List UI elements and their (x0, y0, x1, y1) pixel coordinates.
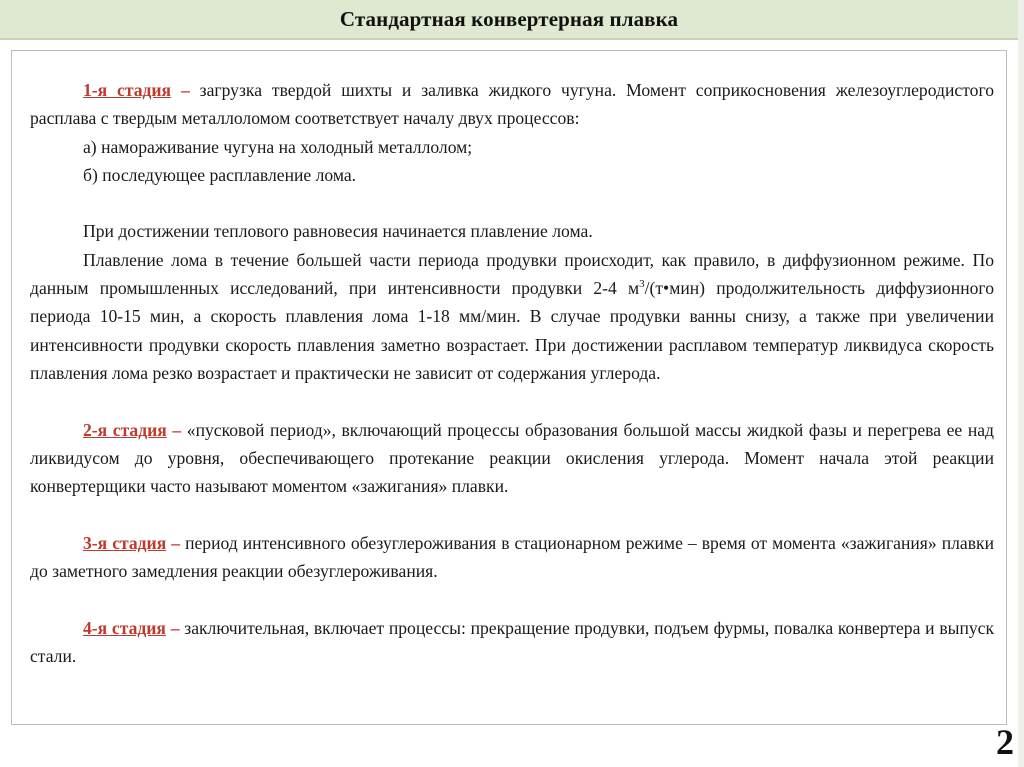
spacer (30, 189, 994, 217)
spacer (30, 500, 994, 528)
melting-superscript: 3 (639, 278, 645, 291)
stage1-item-a: а) намораживание чугуна на холодный металлолом; (83, 136, 473, 157)
stage2-text: «пусковой период», включающий процессы образования большой массы жидкой фазы и перегрева ее над ликвидусом до уровня, обеспечивающего протекание реакции окисления углерода. Момент начала этой реакции конвертерщики часто называют моментом «зажигания» плавки. (30, 419, 995, 497)
stage2-dash: – (166, 419, 187, 440)
melting-text-part2: /(т•мин) продолжительность диффузионного периода 10-15 мин, а скорость плавления лома 1-18 мм/мин. В случае продувки ванны снизу, а также при увеличении интенсивности продувки скорость плавления заметно возрастает. При достижении расплавом температур ликвидуса скорость плавления лома резко возрастает и практически не зависит от содержания углерода. (30, 278, 994, 383)
stage3-text: период интенсивного обезуглероживания в стационарном режиме – время от момента «зажигания» плавки до заметного замедления реакции обезуглероживания. (30, 532, 994, 582)
stage1-paragraph (30, 76, 994, 133)
spacer (30, 387, 994, 415)
stage1-text: загрузка твердой шихты и заливка жидкого чугуна. Момент соприкосновения железоуглеродистого расплава с твердым металлоломом соответствует началу двух процессов: (30, 80, 995, 129)
melting-text-part1: Плавление лома в течение большей части периода продувки происходит, как правило, в диффузионном режиме. По данным промышленных исследований, при интенсивности продувки 2-4 м (30, 249, 994, 299)
stage3-paragraph (30, 529, 994, 586)
stage4-paragraph (30, 614, 994, 671)
right-edge-stripe (1018, 0, 1024, 767)
melting-paragraph-1: При достижении теплового равновесия начинается плавление лома. (83, 221, 593, 242)
slide-title: Стандартная конвертерная плавка (339, 6, 679, 31)
title-bar (0, 0, 1018, 40)
page-number: 2 (996, 722, 1014, 762)
slide-body (30, 76, 994, 670)
stage4-label: 4-я стадия (83, 617, 166, 638)
stage3-dash: – (166, 532, 186, 553)
stage3-label: 3-я стадия (83, 532, 167, 553)
melting-paragraph-2 (30, 246, 994, 387)
stage2-paragraph (30, 416, 994, 501)
stage1-dash: – (171, 80, 200, 100)
stage4-dash: – (165, 617, 185, 638)
spacer (30, 585, 994, 613)
stage1-label: 1-я стадия (83, 80, 172, 100)
stage4-text: заключительная, включает процессы: прекращение продувки, подъем фурмы, повалка конвертера и выпуск стали. (30, 617, 995, 666)
stage1-item-b: б) последующее расплавление лома. (83, 164, 357, 185)
stage2-label: 2-я стадия (83, 419, 167, 440)
